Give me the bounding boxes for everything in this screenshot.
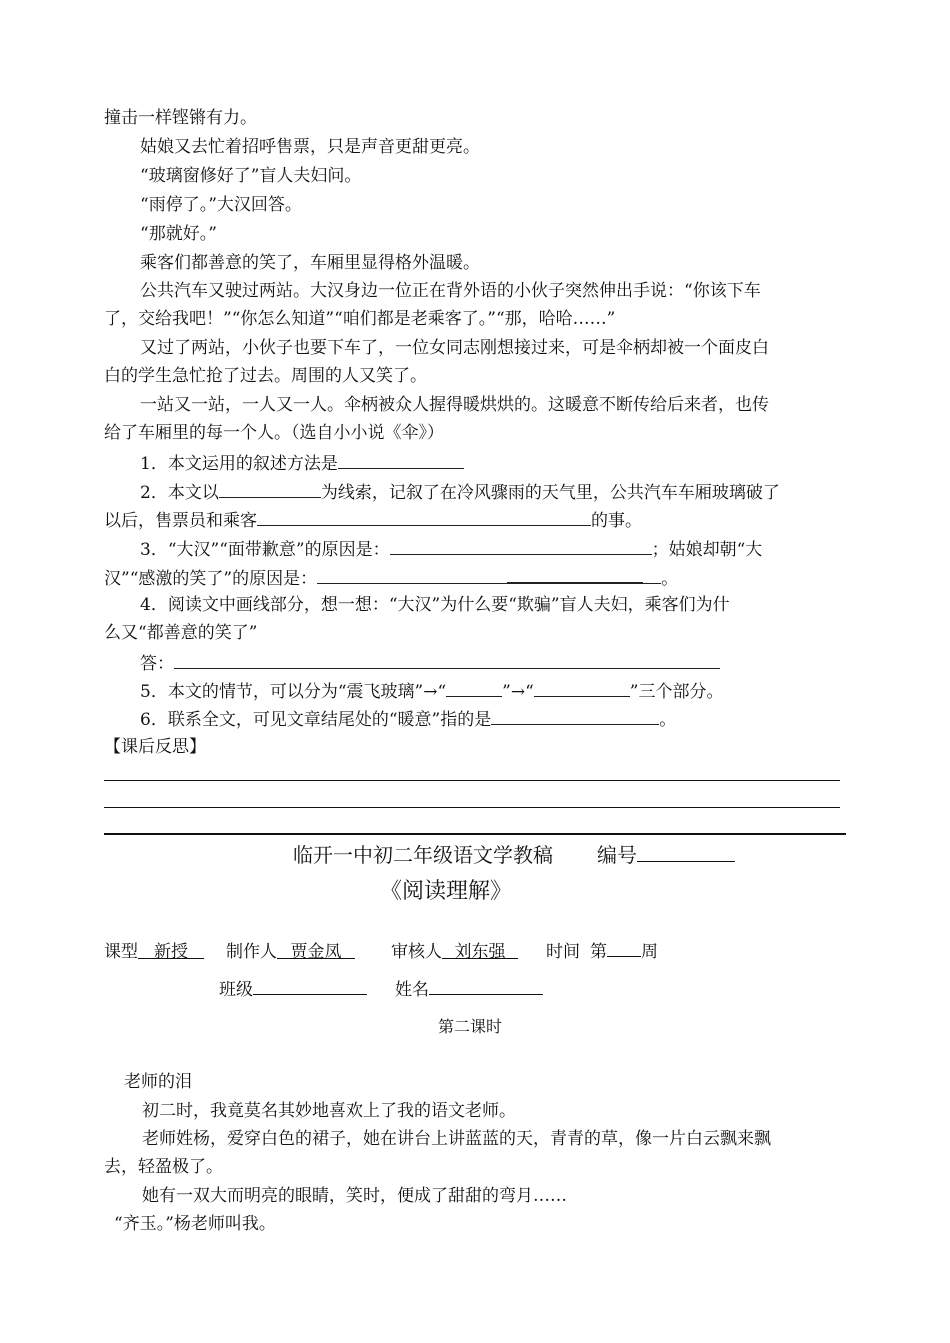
week-blank[interactable] [607,938,641,957]
story-paragraph: 一站又一站，一人又一人。伞柄被众人握得暖烘烘的。这暖意不断传给后来者，也传 [140,395,769,415]
answer-blank[interactable] [491,706,659,725]
school-title: 临开一中初二年级语文学教稿 编号 [293,839,735,869]
story-paragraph: 公共汽车又驶过两站。大汉身边一位正在背外语的小伙子突然伸出手说：“你该下车 [140,281,761,301]
question-4-cont: 么又“都善意的笑了” [104,623,258,643]
answer-blank[interactable] [507,564,643,584]
name-blank[interactable] [429,976,543,995]
story-paragraph: 了，交给我吧！”“你怎么知道”“咱们都是老乘客了。”“那，哈哈……” [104,309,616,329]
maker-value: 贾金凤 [277,940,355,959]
lesson-number: 第二课时 [438,1017,503,1036]
story-paragraph: “玻璃窗修好了”盲人夫妇问。 [140,166,362,186]
answer-blank[interactable] [317,565,507,584]
question-4: 4．阅读文中画线部分，想一想：“大汉”为什么要“欺骗”盲人夫妇，乘客们为什 [140,595,730,615]
story-paragraph: “雨停了。”大汉回答。 [140,195,302,215]
question-6: 6．联系全文，可见文章结尾处的“暖意”指的是 。 [140,706,676,732]
reflection-label: 【课后反思】 [104,737,206,757]
question-1: 1．本文运用的叙述方法是 [140,450,464,476]
passage-paragraph: 去，轻盈极了。 [104,1157,223,1177]
answer-blank[interactable] [534,678,630,697]
answer-blank[interactable] [643,565,661,584]
answer-blank[interactable] [219,479,321,498]
lesson-info: 课型 新授 制作人 贾金凤 审核人 刘东强 时间 第 周 [104,938,658,964]
doc-title: 《阅读理解》 [380,879,513,904]
story-paragraph: 给了车厢里的每一个人。（选自小小说《伞》） [104,423,444,443]
class-blank[interactable] [253,976,367,995]
story-paragraph: 姑娘又去忙着招呼售票，只是声音更甜更亮。 [140,137,480,157]
story-paragraph: 撞击一样铿锵有力。 [104,108,257,128]
section-divider [104,833,846,835]
story-paragraph: 又过了两站，小伙子也要下车了，一位女同志刚想接过来，可是伞柄却被一个面皮白 [140,338,769,358]
reviewer-value: 刘东强 [442,940,518,959]
story-paragraph: 白的学生急忙抢了过去。周围的人又笑了。 [104,366,427,386]
question-3-cont: 汉”“感激的笑了”的原因是： 。 [104,564,678,591]
question-3: 3．“大汉”“面带歉意”的原因是： ；姑娘却朝“大 [140,536,762,562]
number-blank[interactable] [637,839,735,862]
answer-blank[interactable] [338,450,464,469]
passage-paragraph: 老师姓杨，爱穿白色的裙子，她在讲台上讲蓝蓝的天，青青的草，像一片白云飘来飘 [142,1129,771,1149]
passage-title: 老师的泪 [124,1072,192,1092]
question-2-cont: 以后，售票员和乘客 的事。 [104,507,642,533]
student-info: 班级 姓名 [219,976,543,1002]
answer-blank[interactable] [390,536,652,555]
question-5: 5．本文的情节，可以分为“震飞玻璃”→“ ”→“ ”三个部分。 [140,678,723,704]
story-paragraph: “那就好。” [140,224,217,244]
passage-paragraph: 初二时，我竟莫名其妙地喜欢上了我的语文老师。 [142,1101,516,1121]
answer-blank[interactable] [257,507,591,526]
reflection-line[interactable] [104,807,840,808]
passage-paragraph: 她有一双大而明亮的眼睛，笑时，便成了甜甜的弯月…… [142,1186,567,1206]
story-paragraph: 乘客们都善意的笑了，车厢里显得格外温暖。 [140,253,480,273]
passage-paragraph: “齐玉。”杨老师叫我。 [114,1214,276,1234]
answer-blank[interactable] [174,650,720,669]
answer-blank[interactable] [446,678,502,697]
answer-line: 答： [140,650,720,676]
type-value: 新授 [138,940,204,959]
reflection-line[interactable] [104,780,840,781]
question-2: 2．本文以 为线索，记叙了在冷风骤雨的天气里，公共汽车车厢玻璃破了 [140,479,780,505]
